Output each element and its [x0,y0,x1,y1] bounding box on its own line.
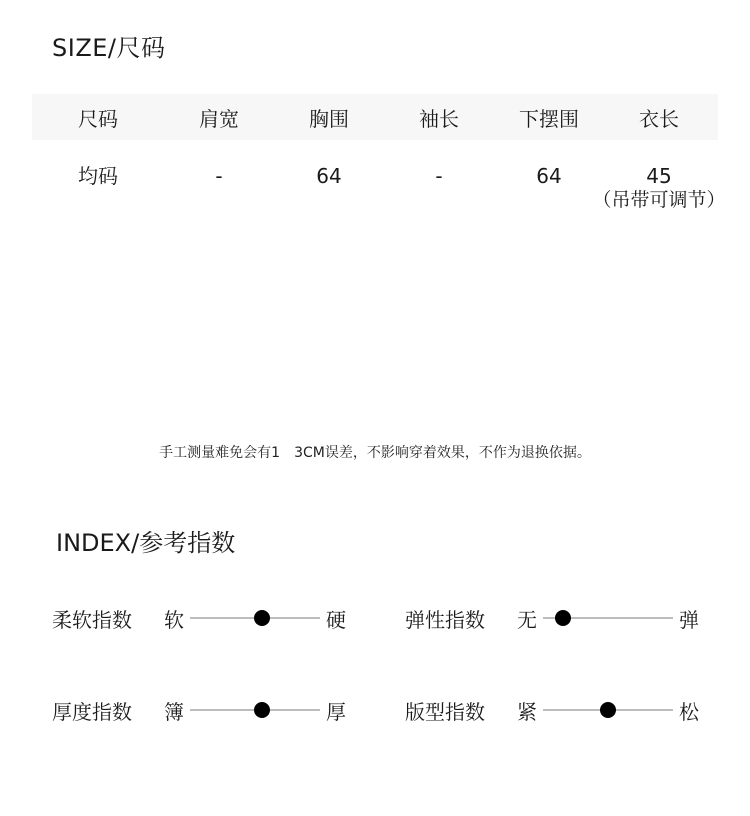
header-size: 尺码 [78,106,118,131]
index-name: 版型指数 [405,699,485,724]
index-thickness [52,695,348,725]
index-elasticity [405,603,701,633]
cell-hem: 64 [536,164,562,188]
index-track [543,603,673,633]
index-track [190,695,320,725]
index-name: 柔软指数 [52,607,132,632]
header-hem: 下摆围 [519,106,579,131]
index-low-label: 紧 [517,699,537,724]
cell-length [592,164,726,212]
index-high-label: 松 [679,699,699,724]
index-track [190,603,320,633]
index-fit [405,695,701,725]
length-adjustable-note: （吊带可调节） [592,189,726,211]
index-track [543,695,673,725]
index-title: INDEX/参考指数 [56,529,236,557]
cell-length-value: 45 [646,164,672,188]
table-row [32,140,726,212]
index-dot [555,610,571,626]
index-name: 厚度指数 [52,699,132,724]
index-low-label: 无 [517,607,537,632]
index-dot [600,702,616,718]
header-sleeve: 袖长 [419,106,459,131]
size-table-header [32,94,718,140]
measurement-note: 手工测量难免会有1 3CM误差，不影响穿着效果，不作为退换依据。 [159,445,591,461]
cell-sleeve: - [435,164,443,188]
cell-shoulder: - [215,164,223,188]
cell-size: 均码 [78,164,118,188]
index-high-label: 硬 [326,607,346,632]
index-high-label: 厚 [326,699,346,724]
index-dot [254,702,270,718]
index-softness [52,603,348,633]
index-low-label: 簿 [164,699,184,724]
header-shoulder: 肩宽 [199,106,239,131]
index-dot [254,610,270,626]
cell-chest: 64 [316,164,342,188]
size-title: SIZE/尺码 [52,34,166,62]
size-table [32,94,726,212]
index-low-label: 软 [164,607,184,632]
index-high-label: 弹 [679,607,699,632]
header-chest: 胸围 [309,106,349,131]
index-name: 弹性指数 [405,607,485,632]
header-length: 衣长 [639,106,679,131]
